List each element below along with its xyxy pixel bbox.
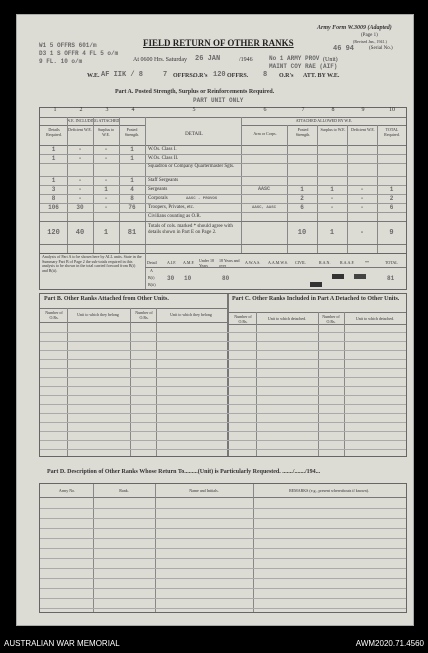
partd-head: Rank.	[119, 488, 129, 493]
footer-left: AUSTRALIAN WAR MEMORIAL	[4, 639, 120, 648]
cell-detail: W.Os. Class I.	[148, 147, 177, 152]
cell-total: 1	[389, 186, 394, 193]
cell-surplus: 1	[104, 186, 108, 193]
cell-surplus: 1	[103, 229, 109, 237]
analysis-18-over: 80	[222, 275, 230, 282]
redaction-mark	[310, 282, 322, 287]
analysis-head: **	[365, 260, 369, 265]
cell-arm: AASC, AASC	[251, 206, 276, 210]
ruled-line	[40, 558, 406, 559]
cell-detail: Troopers, Privates, etc.	[148, 205, 195, 210]
cell-details: 120	[47, 229, 60, 237]
group-left-label: W.E. INCLUDING ATTACHED	[66, 118, 120, 123]
archive-footer	[0, 636, 428, 653]
ors2-label: O.R's	[279, 73, 294, 79]
typed-date: 26 JAN	[195, 55, 221, 63]
cell-att-posted: 6	[300, 204, 304, 211]
offrs-label: OFFRS.	[173, 73, 195, 79]
partd-head: REMARKS (e.g., present whereabouts if known).	[289, 488, 369, 493]
group-right-label: ATTACHED ALLOWED BY W.E.	[295, 118, 353, 123]
table-row	[40, 204, 406, 213]
cell-total: 9	[389, 229, 394, 237]
col-number: 9	[361, 107, 365, 113]
ruled-line	[40, 578, 406, 579]
partc-title: Part C. Other Ranks Included in Part A Detached to Other Units.	[232, 296, 400, 302]
col-number: 8	[331, 107, 335, 113]
cell-detail: Totals of cols. marked * should agree with details shown in Part E on Page 2.	[148, 224, 233, 235]
partd-head: Army No.	[58, 488, 76, 493]
partbc-block	[39, 293, 407, 457]
cell-arm: AASC	[257, 186, 270, 192]
ruled-line	[40, 395, 406, 396]
serial-value: 46 94	[333, 45, 355, 53]
form-sheet	[16, 14, 414, 626]
cell-att-surplus: 1	[330, 186, 334, 193]
ruled-line	[40, 528, 406, 529]
analysis-row-label: A	[150, 268, 153, 273]
cell-surplus: -	[104, 204, 108, 211]
form-page: (Page 1)	[361, 33, 378, 38]
form-number: Army Form W.3009 (Adapted)	[317, 25, 392, 31]
offrs2-typed: 8	[263, 71, 268, 79]
analysis-row-label: B(i)	[148, 275, 155, 280]
ruled-line	[40, 518, 406, 519]
ruled-line	[40, 431, 406, 432]
analysis-amf: 10	[184, 275, 192, 282]
col-head: DETAIL	[185, 132, 203, 137]
cell-total: 2	[389, 195, 394, 202]
we-label: W.E.	[87, 73, 100, 79]
cell-detail: Civilians counting as O.R.	[148, 214, 201, 219]
analysis-head: Under 18 Years	[199, 258, 214, 268]
partc-head: Number of O.Rs.	[234, 314, 252, 324]
analysis-head: A.A.M.W.S.	[268, 260, 288, 265]
cell-details: 106	[48, 204, 59, 211]
cell-details: 1	[51, 177, 56, 184]
ruled-line	[40, 413, 406, 414]
cell-posted: 1	[130, 146, 134, 153]
unit-label: (Unit)	[323, 57, 338, 63]
table-row	[40, 164, 406, 177]
ruled-line	[40, 568, 406, 569]
serial-label: (Serial No.)	[369, 46, 393, 51]
cell-att-surplus: -	[330, 195, 334, 202]
partd-head: Name and Initials.	[189, 488, 219, 493]
col-number: 3	[105, 107, 109, 113]
ruled-line	[40, 332, 406, 333]
partd-table	[39, 483, 407, 613]
col-head: Surplus to W.E.	[97, 127, 115, 137]
col-head: TOTAL Required.	[384, 127, 400, 137]
typed-note-3: 9 FL. 10 o/m	[39, 58, 83, 65]
cell-surplus: -	[104, 146, 108, 153]
cell-surplus: -	[104, 195, 108, 202]
cell-deficient: -	[78, 195, 82, 202]
analysis-head: 18 Years and over	[219, 258, 240, 268]
cell-surplus: -	[104, 155, 108, 162]
analysis-row-label: B(ii)	[148, 282, 156, 287]
cell-att-deficient: -	[360, 195, 364, 202]
ruled-line	[40, 386, 406, 387]
analysis-total: 81	[387, 275, 395, 282]
partb-head: Number of O.Rs.	[135, 310, 153, 320]
col-number: 2	[79, 107, 83, 113]
totals-row	[40, 222, 406, 245]
cell-deficient: -	[78, 186, 82, 193]
analysis-head: A.M.F.	[183, 260, 195, 265]
cell-detail: Squadron or Company Quartermaster Sgts.	[148, 164, 235, 169]
att-label: ATT. BY W.E.	[303, 73, 340, 79]
cell-deficient: -	[78, 146, 82, 153]
table-row	[40, 146, 406, 155]
ruled-line	[40, 588, 406, 589]
cell-detail: Sergeants	[148, 187, 168, 192]
cell-total: 6	[389, 204, 394, 211]
analysis-note: Analysis of Part A to be shown here by ALL units. State in the Summary Part B of Page 2 the sub-totals required in this analysis to be shown in the total carried forward from B(i) and B(ii).	[42, 254, 142, 273]
form-revised: (Revised Jan., 1941.)	[353, 39, 387, 44]
cell-posted: 1	[130, 155, 134, 162]
partb-head: Unit to which they belong	[77, 312, 119, 317]
parta-title: Part A. Posted Strength, Surplus or Reinforcements Required.	[115, 89, 275, 95]
col-number: 4	[131, 107, 135, 113]
cell-deficient: 30	[76, 204, 84, 211]
col-head: Posted Strength.	[295, 127, 311, 137]
cell-att-posted: 2	[300, 195, 304, 202]
cell-surplus: -	[104, 177, 108, 184]
cell-att-posted: 10	[297, 229, 307, 237]
cell-detail: Corporals	[148, 196, 168, 201]
offrs-typed: 7	[163, 71, 168, 79]
ruled-line	[40, 422, 406, 423]
ruled-line	[40, 350, 406, 351]
analysis-head: A.I.F.	[167, 260, 177, 265]
offrs2-label: OFFRS.	[227, 73, 249, 79]
ruled-line	[40, 508, 406, 509]
ruled-line	[40, 404, 406, 405]
ruled-line	[40, 440, 406, 441]
partb-title: Part B. Other Ranks Attached from Other Units.	[44, 296, 169, 302]
ors-typed: 120	[213, 71, 226, 79]
col-head: Surplus to W.E.	[320, 127, 346, 132]
form-title: FIELD RETURN OF OTHER RANKS	[143, 38, 294, 48]
typed-unit-2: MAINT COY RAE (AIF)	[269, 63, 338, 70]
table-row	[40, 213, 406, 222]
analysis-head: A.W.A.S.	[245, 260, 261, 265]
cell-att-deficient: -	[360, 186, 364, 193]
typed-note-1: W1 5 OFFRS 601/m	[39, 42, 97, 49]
cell-details: 3	[51, 186, 56, 193]
ruled-line	[40, 341, 406, 342]
cell-att-posted: 1	[300, 186, 304, 193]
partc-head: Number of O.Rs.	[322, 314, 340, 324]
cell-att-surplus: 1	[329, 229, 335, 237]
analysis-head: Detail	[147, 260, 157, 265]
cell-att-deficient: -	[360, 204, 364, 211]
cell-posted: 81	[127, 229, 137, 237]
cell-posted: 8	[130, 195, 134, 202]
cell-deficient: -	[78, 155, 82, 162]
col-number: 10	[389, 107, 395, 113]
table-row	[40, 177, 406, 186]
analysis-head: R.A.N.	[319, 260, 331, 265]
col-number: 5	[192, 107, 196, 113]
analysis-block	[39, 253, 407, 290]
we-typed: AF IIK / 8	[101, 71, 144, 79]
typed-note-2: D3 1 S OFFR 4 FL 5 o/m	[39, 50, 119, 57]
cell-details: 8	[51, 195, 56, 202]
table-row	[40, 155, 406, 164]
cell-posted: 4	[130, 186, 134, 193]
cell-deficient: 40	[75, 229, 85, 237]
at-line: At 0600 Hrs. Saturday	[133, 57, 187, 63]
ruled-line	[40, 449, 406, 450]
partb-head: Unit to which they belong	[170, 312, 212, 317]
col-head: Deficient W.E.	[68, 127, 92, 132]
table-row	[40, 186, 406, 195]
analysis-head: R.A.A.F.	[340, 260, 355, 265]
cell-details: 1	[51, 155, 56, 162]
col-head: Deficient W.E.	[351, 127, 375, 132]
col-number: 7	[301, 107, 305, 113]
ruled-line	[40, 377, 406, 378]
ruled-line	[40, 538, 406, 539]
ruled-line	[40, 548, 406, 549]
cell-posted: 1	[130, 177, 134, 184]
table-row	[40, 195, 406, 204]
cell-deficient: -	[78, 177, 82, 184]
redaction-mark	[332, 274, 344, 279]
col-head: Arm or Corps.	[253, 131, 277, 136]
ruled-line	[40, 368, 406, 369]
analysis-head: TOTAL	[385, 260, 398, 265]
partb-head: Number of O.Rs.	[45, 310, 63, 320]
parta-body	[40, 146, 406, 253]
cell-details: 1	[51, 146, 56, 153]
partc-head: Unit to which detached.	[267, 316, 307, 321]
cell-att-deficient: -	[359, 229, 365, 237]
cell-att-surplus: -	[330, 204, 334, 211]
col-number: 6	[263, 107, 267, 113]
col-head: Posted Strength.	[124, 127, 140, 137]
ors-label: O.R's	[193, 73, 208, 79]
ruled-line	[40, 608, 406, 609]
parta-table	[39, 107, 407, 254]
analysis-head: CIVIL	[295, 260, 306, 265]
cell-detail: W.Os. Class II.	[148, 156, 179, 161]
partc-head: Unit to which detached.	[355, 316, 395, 321]
ruled-line	[40, 359, 406, 360]
partd-title: Part D. Description of Other Ranks Whose Return To.........(Unit) is Particularly Requested. ......./......./194...	[47, 469, 321, 475]
parta-typed: PART UNIT ONLY	[193, 97, 244, 104]
cell-posted: 76	[128, 204, 136, 211]
col-number-row	[40, 108, 406, 116]
analysis-aif: 30	[167, 275, 175, 282]
footer-right: AWM2020.71.4560	[355, 639, 424, 648]
cell-arm: AASC - PROVOS	[186, 197, 218, 201]
cell-detail: Staff Sergeants	[148, 178, 179, 183]
col-number: 1	[53, 107, 57, 113]
col-head: Details Required.	[46, 127, 62, 137]
typed-unit: No 1 ARMY PROV	[269, 55, 320, 62]
ruled-line	[40, 598, 406, 599]
year-label: /1946	[239, 57, 253, 63]
redaction-mark	[354, 274, 366, 279]
